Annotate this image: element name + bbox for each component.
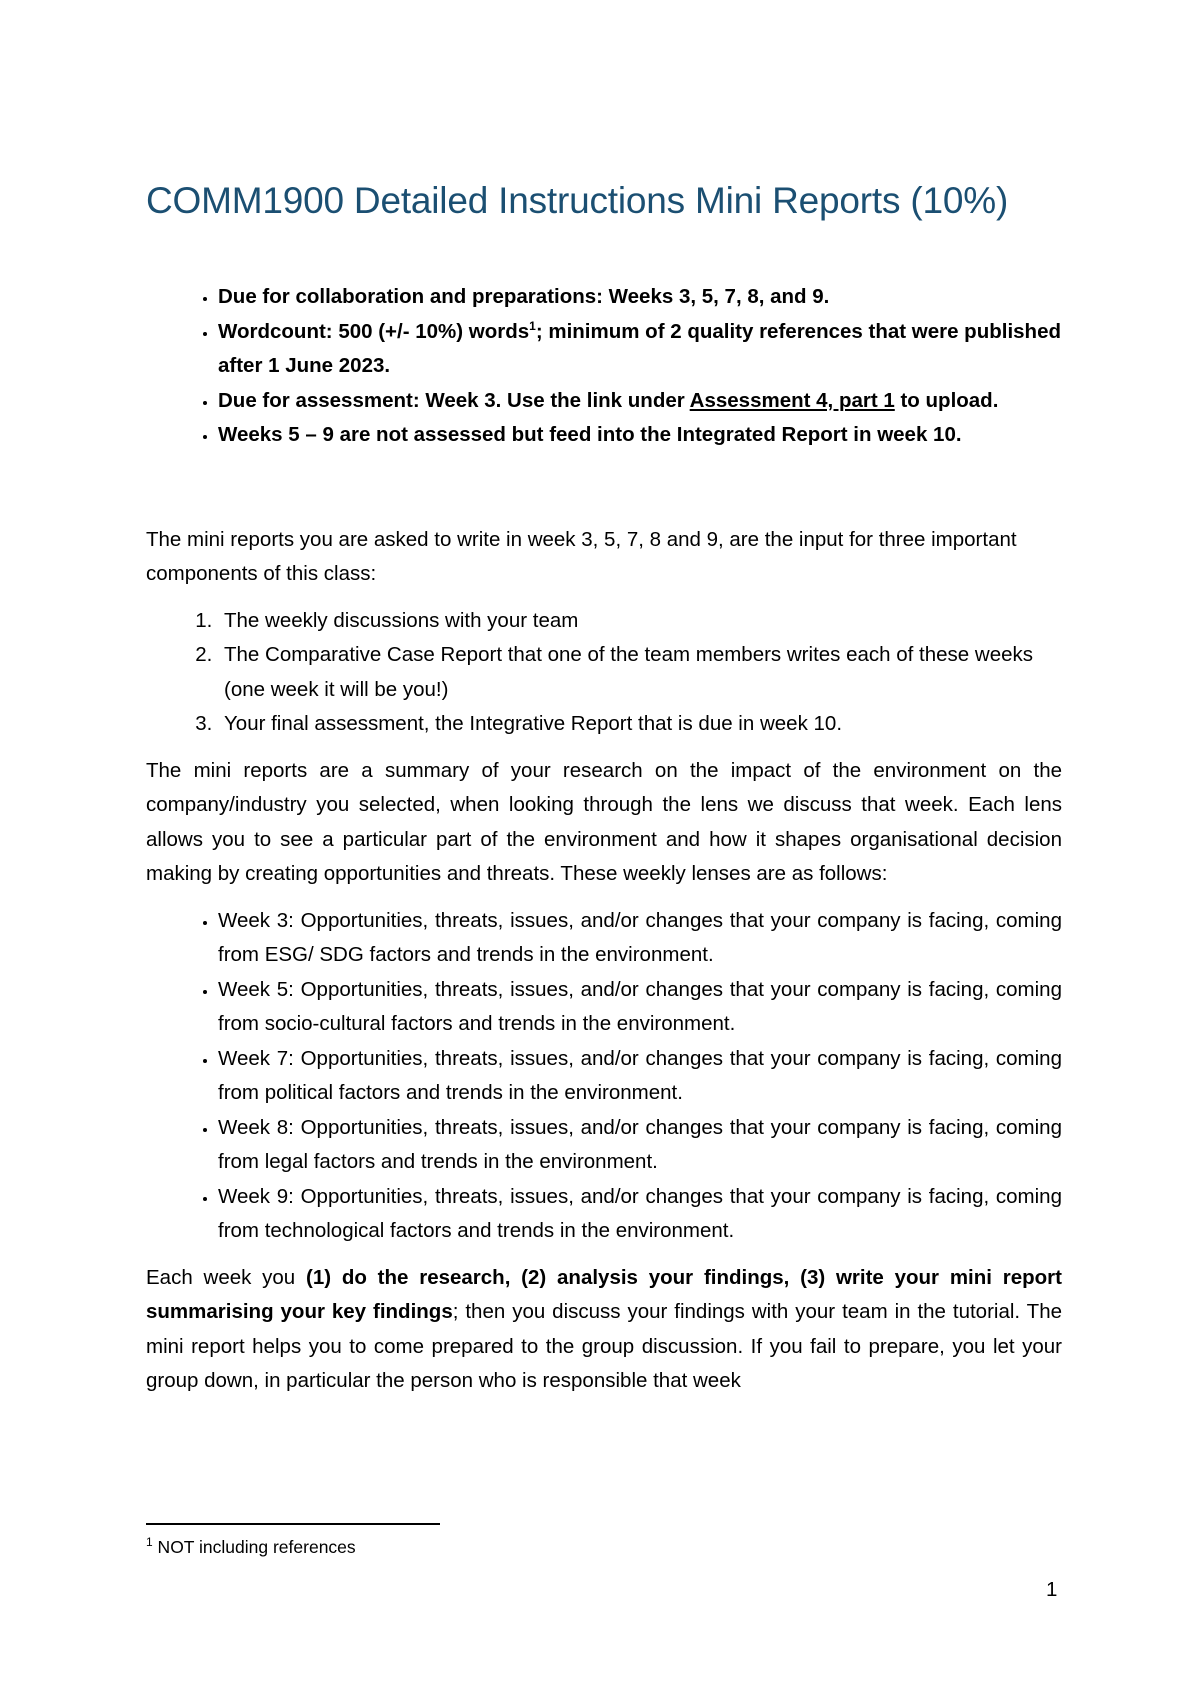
each-week-steps: (1) do the research, (2) analysis your findings, (3) write your mini report summarising your key findings [146, 1265, 1062, 1323]
list-item: • Week 9: Opportunities, threats, issues, and/or changes that your company is facing, coming from technological factors and trends in the environment. [218, 1180, 1062, 1249]
footnote-separator [146, 1523, 440, 1525]
list-item [218, 418, 1062, 453]
document-body [146, 280, 1062, 1399]
document-title: COMM1900 Detailed Instructions Mini Reports (10%) [146, 180, 1009, 221]
list-item [218, 280, 1062, 315]
list-item: • Week 7: Opportunities, threats, issues, and/or changes that your company is facing, coming from political factors and trends in the environment. [218, 1042, 1062, 1111]
list-item: 2. The Comparative Case Report that one of the team members writes each of these weeks (one week it will be you!) [218, 638, 1062, 707]
list-item [218, 315, 1062, 384]
key-info-list [146, 280, 1062, 453]
footnote-text: NOT including references [152, 1537, 356, 1557]
references-text: ; minimum of 2 quality references that were published after 1 June 2023. [218, 319, 1061, 377]
list-item [218, 384, 1062, 419]
list-item: • Week 5: Opportunities, threats, issues, and/or changes that your company is facing, coming from socio-cultural factors and trends in the environment. [218, 973, 1062, 1042]
list-item: • Week 3: Opportunities, threats, issues, and/or changes that your company is facing, coming from ESG/ SDG factors and trends in the environment. [218, 904, 1062, 973]
each-week-rest: ; then you discuss your findings with your team in the tutorial. The mini report helps you to come prepared to the group discussion. If you fail to prepare, you let your group down, in particular the person who is responsible that week [146, 1300, 1063, 1392]
footnote-ref[interactable]: 1 [529, 318, 536, 333]
due-assessment-text: Due for assessment: Week 3. Use the link under [218, 388, 690, 412]
weekly-lenses-list [146, 904, 1062, 1249]
due-collaboration-text: Due for collaboration and preparations: Weeks 3, 5, 7, 8, and 9. [218, 285, 830, 308]
footnote [146, 1537, 356, 1558]
page-number: 1 [1046, 1578, 1058, 1601]
wordcount-text: Wordcount: 500 (+/- 10%) words [218, 319, 530, 343]
list-item: 1. The weekly discussions with your team [218, 604, 1062, 639]
mini-reports-paragraph: The mini reports are a summary of your research on the impact of the environment on the company/industry you selected, when looking through the lens we discuss that week. Each lens allows you to see a particular part of the environment and how it shapes organisational decision making by creating opportunities and threats. These weekly lenses are as follows: [146, 758, 1062, 885]
intro-paragraph: The mini reports you are asked to write in week 3, 5, 7, 8 and 9, are the input for three important components of this class: [146, 527, 1017, 585]
upload-text: to upload. [894, 388, 999, 412]
each-week-intro: Each week you [146, 1265, 306, 1289]
list-item: • Week 8: Opportunities, threats, issues, and/or changes that your company is facing, coming from legal factors and trends in the environment. [218, 1111, 1062, 1180]
assessment-link[interactable]: Assessment 4, part 1 [689, 388, 895, 412]
each-week-paragraph [146, 1261, 1062, 1399]
components-list [146, 604, 1062, 742]
list-item: 3. Your final assessment, the Integrative Report that is due in week 10. [218, 707, 1062, 742]
not-assessed-text: Weeks 5 – 9 are not assessed but feed into the Integrated Report in week 10. [218, 423, 962, 446]
footnote-marker: 1 [146, 1535, 153, 1550]
